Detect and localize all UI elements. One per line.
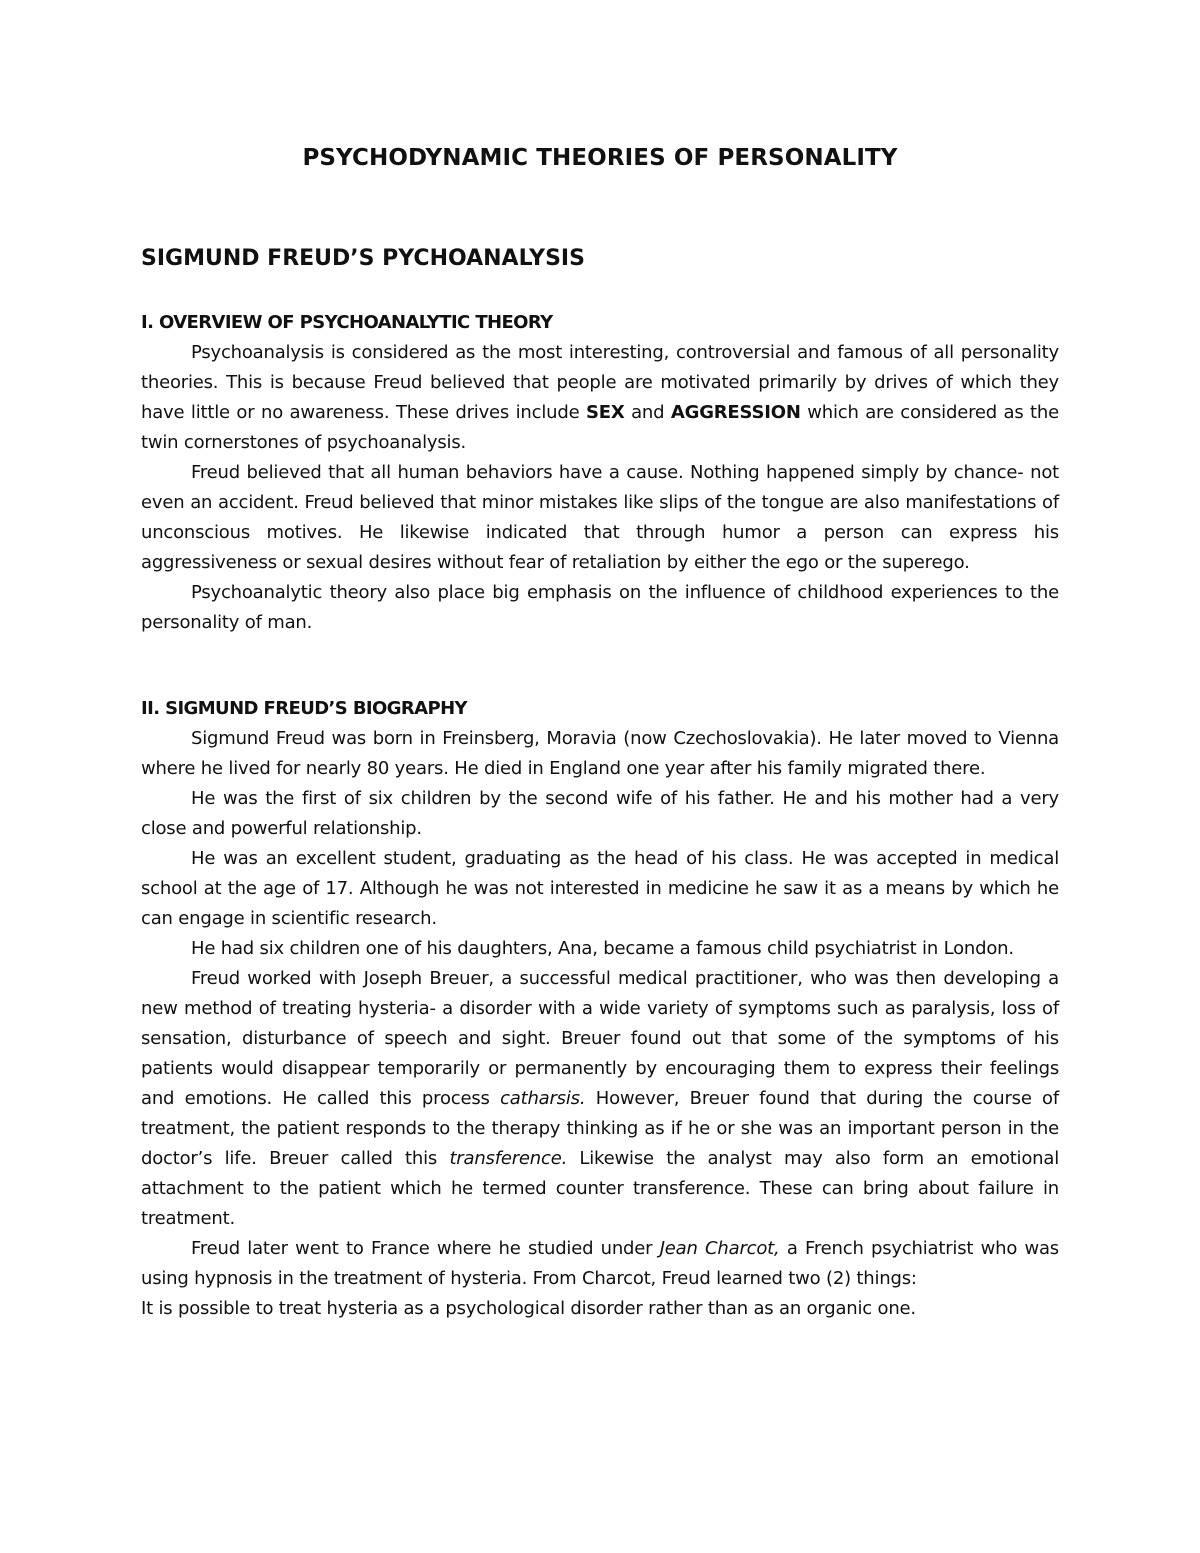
emphasis-charcot: Jean Charcot,: [659, 1238, 780, 1259]
paragraph: Sigmund Freud was born in Freinsberg, Moravia (now Czechoslovakia). He later moved to Vienna where he lived for nearly 80 years. He died in England one year after his family migrated there.: [141, 728, 1059, 779]
paragraph: Freud believed that all human behaviors have a cause. Nothing happened simply by chance- not even an accident. Freud believed that minor mistakes like slips of the tongue are also manifestations of unconscious motives. He likewise indicated that through humor a person can express his aggressiveness or sexual desires without fear of retaliation by either the ego or the superego.: [141, 462, 1059, 573]
section-heading-overview: I. OVERVIEW OF PSYCHOANALYTIC THEORY: [141, 312, 553, 333]
document-subtitle: SIGMUND FREUD’S PYCHOANALYSIS: [141, 246, 585, 271]
section-biography: [141, 694, 1059, 1324]
emphasis-aggression: AGGRESSION: [670, 402, 801, 423]
text-run: a French psychiatrist who was using hypnosis in the treatment of hysteria. From Charcot, Freud learned two (2) things:: [141, 1238, 1059, 1289]
text-run: Freud later went to France where he studied under: [191, 1238, 660, 1259]
text-run: Freud worked with Joseph Breuer, a successful medical practitioner, who was then developing a new method of treating hysteria- a disorder with a wide variety of symptoms such as paralysis, loss of sensation, disturbance of speech and sight. Breuer found out that some of the symptoms of his patients would disappear temporarily or permanently by encouraging them to express their feelings and emotions. He called this process: [141, 968, 1059, 1109]
emphasis-sex: SEX: [586, 402, 625, 423]
text-run: which are considered as the twin cornerstones of psychoanalysis.: [141, 402, 1059, 453]
paragraph: [141, 1234, 1059, 1294]
section-overview: [141, 308, 1059, 638]
paragraph: He was an excellent student, graduating as the head of his class. He was accepted in medical school at the age of 17. Although he was not interested in medicine he saw it as a means by which he can engage in scientific research.: [141, 848, 1059, 929]
text-run: Likewise the analyst may also form an emotional attachment to the patient which he termed counter transference. These can bring about failure in treatment.: [141, 1148, 1060, 1229]
paragraph: Psychoanalytic theory also place big emphasis on the influence of childhood experiences to the personality of man.: [141, 582, 1059, 633]
paragraph: He had six children one of his daughters, Ana, became a famous child psychiatrist in London.: [191, 938, 1014, 959]
document-title: PSYCHODYNAMIC THEORIES OF PERSONALITY: [302, 145, 898, 171]
paragraph: He was the first of six children by the second wife of his father. He and his mother had a very close and powerful relationship.: [141, 788, 1059, 839]
document-page: [141, 138, 1060, 1319]
paragraph: [141, 964, 1059, 1234]
text-run: and: [624, 402, 671, 423]
paragraph: [141, 338, 1059, 458]
section-heading-biography: II. SIGMUND FREUD’S BIOGRAPHY: [141, 698, 467, 719]
text-run: Psychoanalysis is considered as the most interesting, controversial and famous of all personality theories. This is because Freud believed that people are motivated primarily by drives of which they have little or no awareness. These drives include: [141, 342, 1059, 423]
emphasis-catharsis: catharsis.: [500, 1088, 586, 1109]
paragraph: It is possible to treat hysteria as a psychological disorder rather than as an organic one.: [141, 1298, 916, 1319]
emphasis-transference: transference.: [449, 1148, 568, 1169]
text-run: However, Breuer found that during the course of treatment, the patient responds to the therapy thinking as if he or she was an important person in the doctor’s life. Breuer called this: [141, 1088, 1059, 1169]
